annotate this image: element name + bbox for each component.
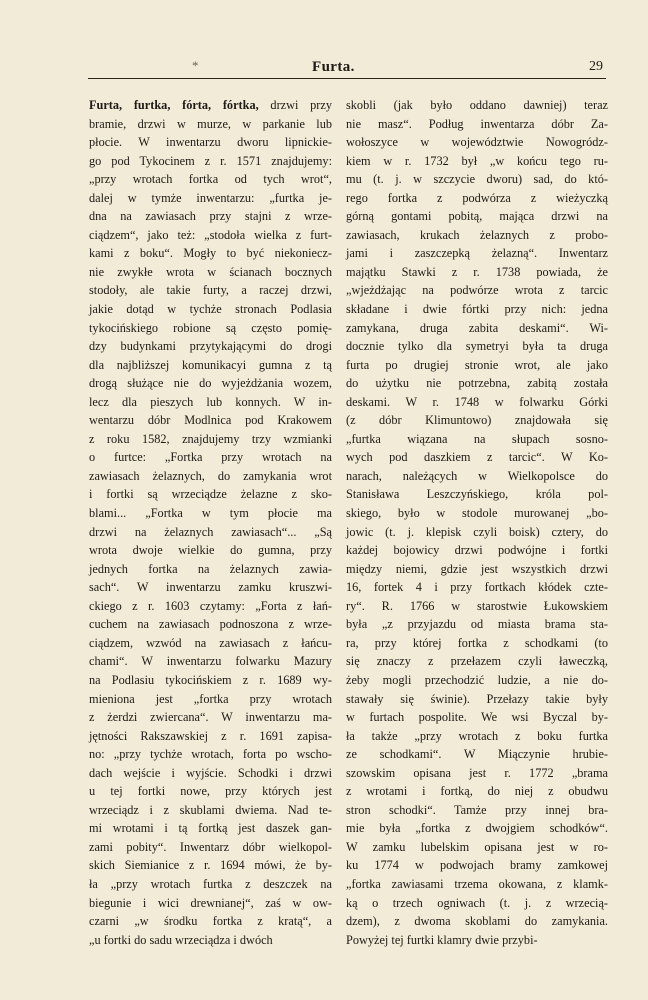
line-text: drogą służące nie do wyjeżdżania wozem, — [89, 376, 332, 391]
text-line — [89, 690, 332, 709]
line-text: kiem w r. 1732 był „w końcu tego ru- — [346, 153, 608, 168]
line-text: mi wrotami i tą fortką jest daszek gan- — [89, 821, 332, 836]
text-line — [89, 523, 332, 542]
text-line — [89, 727, 332, 746]
text-line — [346, 523, 608, 542]
text-line — [346, 856, 608, 875]
text-line — [89, 430, 332, 449]
line-text: wrzeciądz i z skublami dwiema. Nad te- — [89, 802, 332, 817]
text-line — [89, 764, 332, 783]
text-line — [89, 467, 332, 486]
text-line — [89, 485, 332, 504]
text-line — [89, 615, 332, 634]
text-line — [89, 263, 332, 282]
text-line — [89, 560, 332, 579]
text-line — [89, 894, 332, 913]
text-line — [89, 578, 332, 597]
line-text: dach wejście i wyjście. Schodki i drzwi — [89, 765, 332, 780]
line-text: dzy budynkami przytykającymi do drogi — [89, 339, 332, 354]
line-text: cuchem na zawiasach podnoszona z wrze- — [89, 617, 332, 632]
text-line — [89, 374, 332, 393]
line-text: czarni „w środku fortka z kratą“, a — [89, 914, 332, 929]
header-ornament: * — [192, 58, 199, 73]
line-text: składane i dwie fórtki przy nich: jedna — [346, 302, 608, 317]
line-text: płocie. W inwentarzu dworu lipnickie- — [89, 135, 332, 150]
line-text: tykocińskiego robione są często pomię- — [89, 320, 332, 335]
line-text: „fortka zawiasami trzema okowana, z klamk- — [346, 876, 608, 891]
line-text: biegunie i wici drewnianej“, zaś w ow- — [89, 895, 332, 910]
text-line — [346, 838, 608, 857]
line-text: wrota dwoje wielkie do gumna, przy — [89, 543, 332, 558]
line-text: jednych fortka na żelaznych zawia- — [89, 561, 332, 576]
line-text: między niemi, gdzie jest wszystkich drzwi — [346, 561, 608, 576]
text-line — [89, 634, 332, 653]
text-line — [346, 578, 608, 597]
text-line — [346, 727, 608, 746]
text-line — [346, 541, 608, 560]
line-text: docznie tylko dla symetryi była ta druga — [346, 339, 608, 354]
line-text: w furtach pospolite. We wsi Byczal by- — [346, 710, 608, 725]
line-text: o furtce: „Fortka przy wrotach na — [89, 450, 332, 465]
text-line — [346, 319, 608, 338]
line-text: ką o trzech ogniwach (t. j. z wrzecią- — [346, 895, 608, 910]
line-text: lecz dla pieszych lub konnych. W in- — [89, 394, 332, 409]
text-line — [346, 115, 608, 134]
line-text: „furtka wiązana na słupach sosno- — [346, 431, 608, 446]
text-line — [346, 764, 608, 783]
text-line — [346, 634, 608, 653]
line-text: żeby mogli przechodzić ludzie, a nie do- — [346, 672, 608, 687]
line-text: ciądzem, wzwód na zawiasach z łańcu- — [89, 635, 332, 650]
line-text: kami z boku“. Mogły to być niekoniecz- — [89, 246, 332, 261]
line-text: jami i zaszczepką żelazną“. Inwentarz — [346, 246, 608, 261]
text-line — [89, 912, 332, 931]
line-text: była „z przyjazdu od miasta brama sta- — [346, 617, 608, 632]
line-text: zami pobity“. Inwentarz dóbr wielkopol- — [89, 839, 332, 854]
line-text: na Podlasiu tykocińskiem z r. 1689 wy- — [89, 672, 332, 687]
text-line — [89, 244, 332, 263]
line-text: z żerdzi zwiercana“. W inwentarzu ma- — [89, 710, 332, 725]
line-text: 16, fortek 4 i przy fortkach kłódek czte- — [346, 580, 608, 595]
line-text: jakie dotąd w tychże stronach Podlasia — [89, 302, 332, 317]
text-line — [346, 244, 608, 263]
line-text: dla najbliższej komunikacyi gumna z tą — [89, 357, 332, 372]
line-text: z roku 1582, znajdujemy trzy wzmianki — [89, 431, 332, 446]
line-text: ry“. R. 1766 w starostwie Łukowskiem — [346, 598, 608, 613]
line-text: drzwi na żelaznych zawiasach“... „Są — [89, 524, 332, 539]
line-text: dna na zawiasach przy stajni z wrze- — [89, 209, 332, 224]
text-line — [346, 152, 608, 171]
line-text: bramie, drzwi w murze, w parkanie lub — [89, 116, 332, 131]
text-line — [346, 96, 608, 115]
line-text: ła „przy wrotach furtka z deszczek na — [89, 876, 332, 891]
text-line — [346, 337, 608, 356]
line-text: stodoły, ale takie furty, a raczej drzwi, — [89, 283, 332, 298]
text-line — [346, 207, 608, 226]
text-line — [89, 393, 332, 412]
line-text: go pod Tykocinem z r. 1571 znajdujemy: — [89, 153, 332, 168]
line-text: ła także „przy wrotach z boku furtka — [346, 728, 608, 743]
line-text: zamykana, druga zabita deskami“. Wi- — [346, 320, 608, 335]
text-line — [346, 430, 608, 449]
line-text: dzem), z dwoma skoblami do zamykania. — [346, 914, 608, 929]
line-text: drzwi przy — [270, 98, 332, 112]
text-line — [346, 875, 608, 894]
line-text: ze schodkami“. W Miączynie hrubie- — [346, 747, 608, 762]
text-line — [346, 931, 608, 950]
line-text: zawiasach, krukach żelaznych z probo- — [346, 227, 608, 242]
line-text: dalej w tymże inwentarzu: „furtka je- — [89, 190, 332, 205]
text-line — [346, 597, 608, 616]
line-text: jowic (t. j. klepisk czyli boisk) cztery, do — [346, 524, 608, 539]
line-text: deskami. W r. 1748 w folwarku Górki — [346, 394, 608, 409]
text-line — [346, 485, 608, 504]
line-text: no: „przy tychże wrotach, forta po wscho- — [89, 747, 332, 762]
line-text: wych pod daszkiem z tarcic“. W Ko- — [346, 450, 608, 465]
text-line — [89, 652, 332, 671]
text-column-right — [346, 96, 608, 949]
line-text: górną gontami pobitą, mająca drzwi na — [346, 209, 608, 224]
header-title: Furta. — [312, 59, 355, 75]
line-text: stron schodki“. Tamże przy innej bra- — [346, 802, 608, 817]
text-line — [89, 133, 332, 152]
text-column-left — [89, 96, 332, 949]
line-text: sach“. W inwentarzu zamku kruszwi- — [89, 580, 332, 595]
text-line — [89, 96, 332, 115]
text-line — [89, 319, 332, 338]
text-line — [89, 356, 332, 375]
text-line — [346, 560, 608, 579]
text-line — [346, 263, 608, 282]
text-line — [89, 281, 332, 300]
line-text: skobli (jak było oddano dawniej) teraz — [346, 98, 608, 112]
line-text: „wjeżdżając na podwórze wrota z tarcic — [346, 283, 608, 298]
line-text: ckiego z r. 1603 czytamy: „Forta z łań- — [89, 598, 332, 613]
text-line — [346, 281, 608, 300]
text-line — [346, 782, 608, 801]
text-line — [346, 356, 608, 375]
text-line — [89, 207, 332, 226]
text-line — [89, 708, 332, 727]
line-text: „u fortki do sadu wrzeciądza i dwóch — [89, 932, 273, 947]
text-line — [346, 374, 608, 393]
entry-headword: Furta, furtka, fórta, fórtka, — [89, 98, 259, 112]
text-line — [89, 801, 332, 820]
line-text: zawiasach żelaznych, do zamykania wrot — [89, 468, 332, 483]
line-text: szowskim opisana jest r. 1772 „brama — [346, 765, 608, 780]
line-text: blami... „Fortka w tym płocie ma — [89, 506, 332, 521]
text-line — [89, 504, 332, 523]
line-text: narach, należących w Wielkopolsce do — [346, 468, 608, 483]
text-line — [346, 448, 608, 467]
text-line — [346, 745, 608, 764]
line-text: „przy wrotach fortka od tych wrot“, — [89, 172, 332, 187]
line-text: ku 1774 w podwojach bramy zamkowej — [346, 858, 608, 873]
line-text: mieniona jest „fortka przy wrotach — [89, 691, 332, 706]
text-line — [346, 133, 608, 152]
line-text: wentarzu dóbr Modlnica pod Krakowem — [89, 413, 332, 428]
line-text: się znaczy z przełazem czyli ławeczką, — [346, 654, 608, 669]
text-line — [89, 189, 332, 208]
text-line — [89, 856, 332, 875]
text-line — [89, 745, 332, 764]
text-line — [346, 393, 608, 412]
text-line — [89, 838, 332, 857]
text-line — [89, 875, 332, 894]
line-text: mu (t. j. w szczycie dworu) sad, do któ- — [346, 172, 608, 187]
text-line — [346, 652, 608, 671]
text-line — [346, 189, 608, 208]
line-text: wołoszyce w województwie Nowogródz- — [346, 135, 608, 150]
text-line — [89, 819, 332, 838]
line-text: Stanisława Leszczyńskiego, króla pol- — [346, 487, 608, 502]
line-text: mie była „fortka z dwojgiem schodków“. — [346, 821, 608, 836]
line-text: do użytku nie potrzebna, zabitą została — [346, 376, 608, 391]
text-line — [346, 671, 608, 690]
text-line — [89, 931, 332, 950]
text-line — [89, 541, 332, 560]
text-line — [346, 504, 608, 523]
text-line — [346, 226, 608, 245]
line-text: stawały się świnie). Przełazy takie były — [346, 691, 608, 706]
line-text: skiego, było w stodole murowanej „bo- — [346, 506, 608, 521]
text-line — [89, 152, 332, 171]
text-line — [346, 912, 608, 931]
line-text: jętności Rakszawskiej z r. 1691 zapisa- — [89, 728, 332, 743]
text-line — [346, 690, 608, 709]
text-line — [346, 801, 608, 820]
line-text: nie zwykłe wrota w ścianach bocznych — [89, 264, 332, 279]
line-text: u tej fortki nowe, przy których jest — [89, 784, 332, 799]
line-text: każdej bojowicy drzwi podwójne i fortki — [346, 543, 608, 558]
line-text: majątku Stawki z r. 1738 powiada, że — [346, 264, 608, 279]
text-line — [346, 467, 608, 486]
text-line — [346, 411, 608, 430]
text-line — [346, 300, 608, 319]
text-line — [89, 671, 332, 690]
text-line — [89, 337, 332, 356]
text-line — [346, 615, 608, 634]
text-line — [346, 819, 608, 838]
line-text: z wrotami i fortką, do niej z obudwu — [346, 784, 608, 799]
text-line — [89, 170, 332, 189]
line-text: ciądzem“, jako też: „stodoła wielka z furt- — [89, 227, 332, 242]
header-rule — [88, 78, 606, 79]
line-text: i fortki są wrzeciądze żelazne z sko- — [89, 487, 332, 502]
line-text: nie masz“. Podług inwentarza dóbr Za- — [346, 116, 608, 131]
line-text: ra, przy której fortka z schodkami (to — [346, 635, 608, 650]
text-line — [89, 226, 332, 245]
text-line — [89, 300, 332, 319]
text-line — [346, 894, 608, 913]
line-text: (z dóbr Klimuntowo) znajdowała się — [346, 413, 608, 428]
text-line — [89, 597, 332, 616]
line-text: W zamku lubelskim opisana jest w ro- — [346, 839, 608, 854]
text-line — [89, 782, 332, 801]
text-line — [346, 708, 608, 727]
text-line — [89, 448, 332, 467]
line-text: rego fortka z podwórza z wieżyczką — [346, 190, 608, 205]
line-text: chami“. W inwentarzu folwarku Mazury — [89, 654, 332, 669]
page-number: 29 — [589, 59, 603, 74]
text-line — [89, 411, 332, 430]
line-text: furta po drugiej stronie wrot, ale jako — [346, 357, 608, 372]
line-text: Powyżej tej furtki klamry dwie przybi- — [346, 932, 538, 947]
text-line — [346, 170, 608, 189]
line-text: skich Siemianice z r. 1694 mówi, że by- — [89, 858, 332, 873]
text-line — [89, 115, 332, 134]
